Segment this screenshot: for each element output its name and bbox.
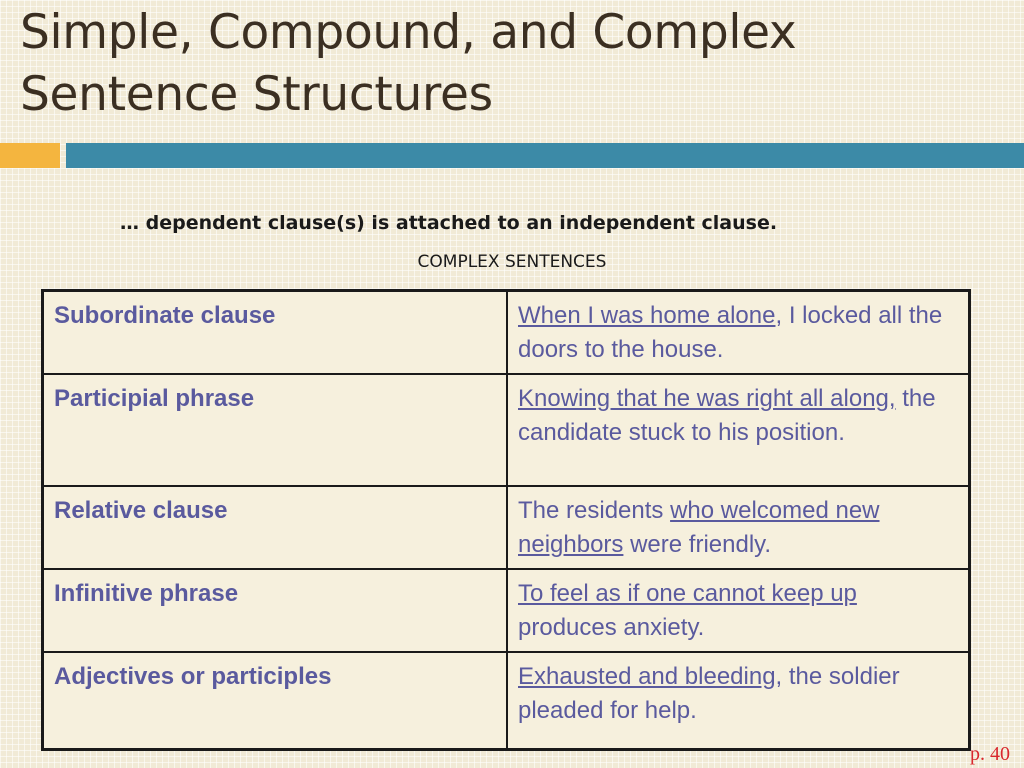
table-row	[43, 652, 970, 749]
term-cell: Infinitive phrase	[43, 569, 508, 652]
example-cell	[507, 486, 970, 569]
example-post: were friendly.	[623, 531, 772, 558]
example-cell	[507, 569, 970, 652]
example-underlined: When I was home alone	[518, 302, 776, 329]
example-underlined: who welcomed new neighbors	[518, 497, 880, 558]
table-row	[43, 291, 970, 375]
example-cell	[507, 652, 970, 749]
example-cell	[507, 374, 970, 486]
table-row	[43, 374, 970, 486]
example-post: the candidate stuck to his position.	[518, 385, 936, 446]
example-post: , the soldier pleaded for help.	[518, 663, 900, 724]
term-cell: Subordinate clause	[43, 291, 508, 375]
page-reference: p. 40	[970, 743, 1010, 765]
term-cell: Participial phrase	[43, 374, 508, 486]
complex-sentences-table	[41, 289, 971, 751]
accent-bar-blue	[66, 143, 1024, 168]
slide-title: Simple, Compound, and Complex Sentence Structures	[20, 5, 797, 122]
term-cell: Adjectives or participles	[43, 652, 508, 749]
example-underlined: Exhausted and bleeding	[518, 663, 776, 690]
accent-bar-orange	[0, 143, 60, 168]
example-post: produces anxiety.	[518, 614, 705, 641]
term-cell: Relative clause	[43, 486, 508, 569]
subtitle: … dependent clause(s) is attached to an independent clause.	[120, 212, 778, 234]
table-heading: COMPLEX SENTENCES	[417, 252, 607, 272]
example-underlined: To feel as if one cannot keep up	[518, 580, 857, 607]
example-underlined: Knowing that he was right all along,	[518, 385, 896, 412]
example-cell	[507, 291, 970, 375]
example-post: , I locked all the doors to the house.	[518, 302, 943, 363]
table-row	[43, 486, 970, 569]
example-pre: The residents	[518, 497, 671, 524]
table-row	[43, 569, 970, 652]
